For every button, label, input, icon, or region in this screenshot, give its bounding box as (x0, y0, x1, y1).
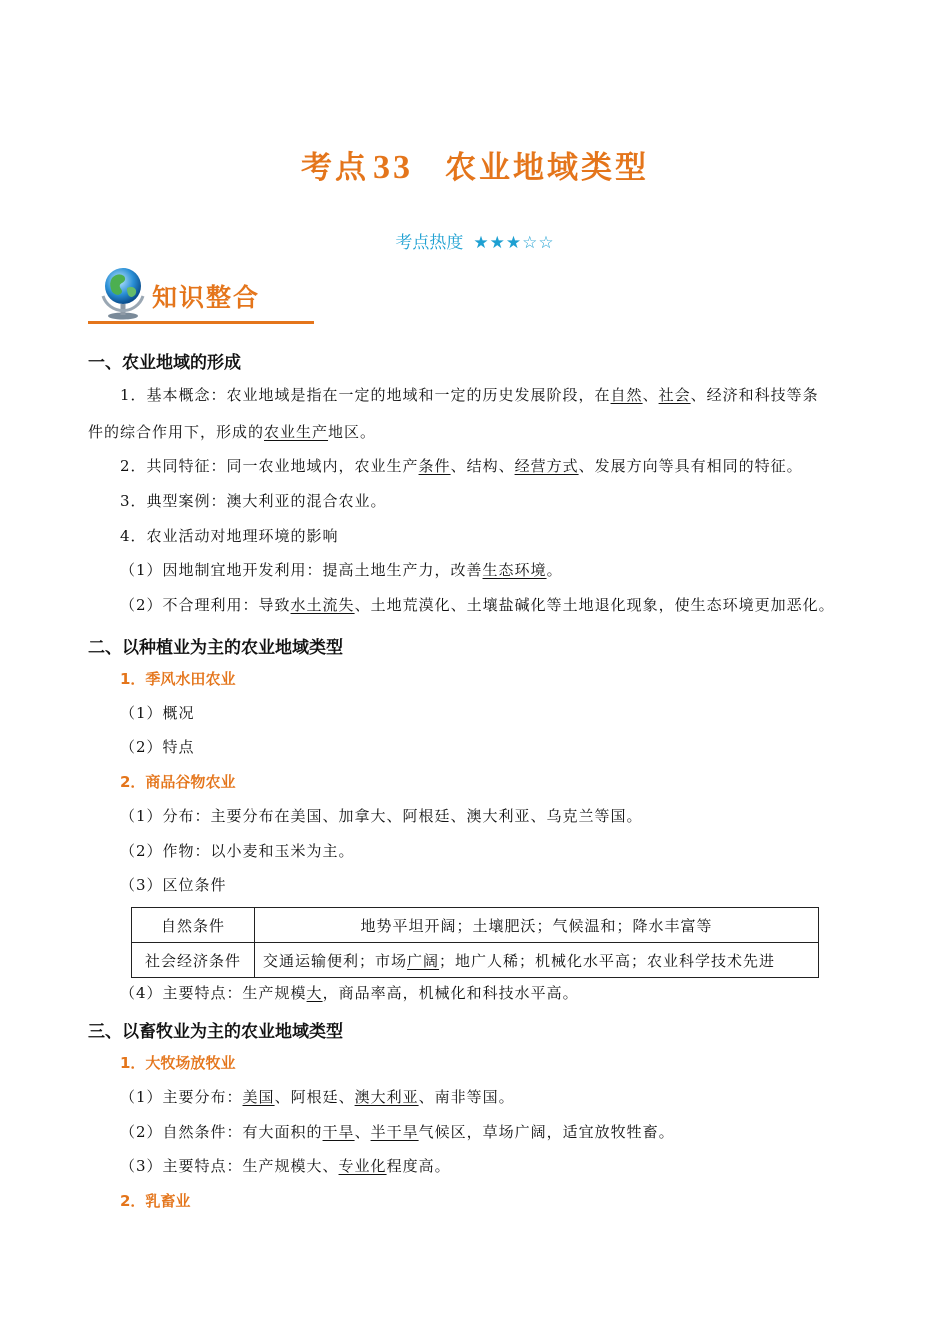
table-cell: 自然条件 (132, 908, 255, 943)
title-topic: 农业地域类型 (445, 150, 649, 186)
section-heading-formation: 一、农业地域的形成 (88, 353, 241, 373)
list-item: （3）主要特点：生产规模大、专业化程度高。 (120, 1157, 451, 1175)
list-item: （1）概况 (120, 704, 195, 722)
section-heading-crop: 二、以种植业为主的农业地域类型 (88, 638, 343, 658)
section-heading-livestock: 三、以畜牧业为主的农业地域类型 (88, 1022, 343, 1042)
paragraph: 件的综合作用下，形成的农业生产地区。 (88, 423, 377, 441)
paragraph: 3．典型案例：澳大利亚的混合农业。 (120, 492, 387, 510)
paragraph: 1．基本概念：农业地域是指在一定的地域和一定的历史发展阶段，在自然、社会、经济和科技等条 (120, 386, 819, 404)
page-title: 考点 33 农业地域类型 (301, 149, 649, 186)
banner-label: 知识整合 (152, 283, 261, 312)
banner-underline (88, 321, 314, 324)
list-item: （2）自然条件：有大面积的干旱、半干旱气候区，草场广阔，适宜放牧牲畜。 (120, 1123, 675, 1141)
subheading-dairy: 2．乳畜业 (120, 1192, 191, 1210)
list-item: （2）作物：以小麦和玉米为主。 (120, 842, 355, 860)
subheading-grain: 2．商品谷物农业 (120, 773, 236, 791)
table-row (132, 908, 819, 943)
conditions-table (131, 907, 819, 978)
paragraph: 4．农业活动对地理环境的影响 (120, 527, 339, 545)
list-item: （2）不合理利用：导致水土流失、土地荒漠化、土壤盐碱化等土地退化现象，使生态环境更加恶化。 (120, 596, 835, 614)
list-item: （3）区位条件 (120, 876, 227, 894)
heat-rating (0, 228, 950, 253)
table-cell: 交通运输便利；市场广阔；地广人稀；机械化水平高；农业科学技术先进 (255, 943, 819, 978)
list-item: （4）主要特点：生产规模大，商品率高，机械化和科技水平高。 (120, 984, 579, 1002)
paragraph: 2．共同特征：同一农业地域内，农业生产条件、结构、经营方式、发展方向等具有相同的特征。 (120, 457, 803, 475)
list-item: （1）分布：主要分布在美国、加拿大、阿根廷、澳大利亚、乌克兰等国。 (120, 807, 643, 825)
table-cell: 社会经济条件 (132, 943, 255, 978)
table-cell: 地势平坦开阔；土壤肥沃；气候温和；降水丰富等 (255, 908, 819, 943)
subheading-ranching: 1．大牧场放牧业 (120, 1054, 236, 1072)
list-item: （2）特点 (120, 738, 195, 756)
star-rating: ★★★☆☆ (473, 233, 555, 253)
table-row (132, 943, 819, 978)
subheading-rice: 1．季风水田农业 (120, 670, 236, 688)
heat-label: 考点热度 (395, 233, 464, 253)
title-number: 33 (373, 149, 413, 186)
list-item: （1）因地制宜地开发利用：提高土地生产力，改善生态环境。 (120, 561, 563, 579)
globe-icon (94, 262, 152, 320)
list-item: （1）主要分布：美国、阿根廷、澳大利亚、南非等国。 (120, 1088, 515, 1106)
knowledge-banner (88, 262, 316, 326)
